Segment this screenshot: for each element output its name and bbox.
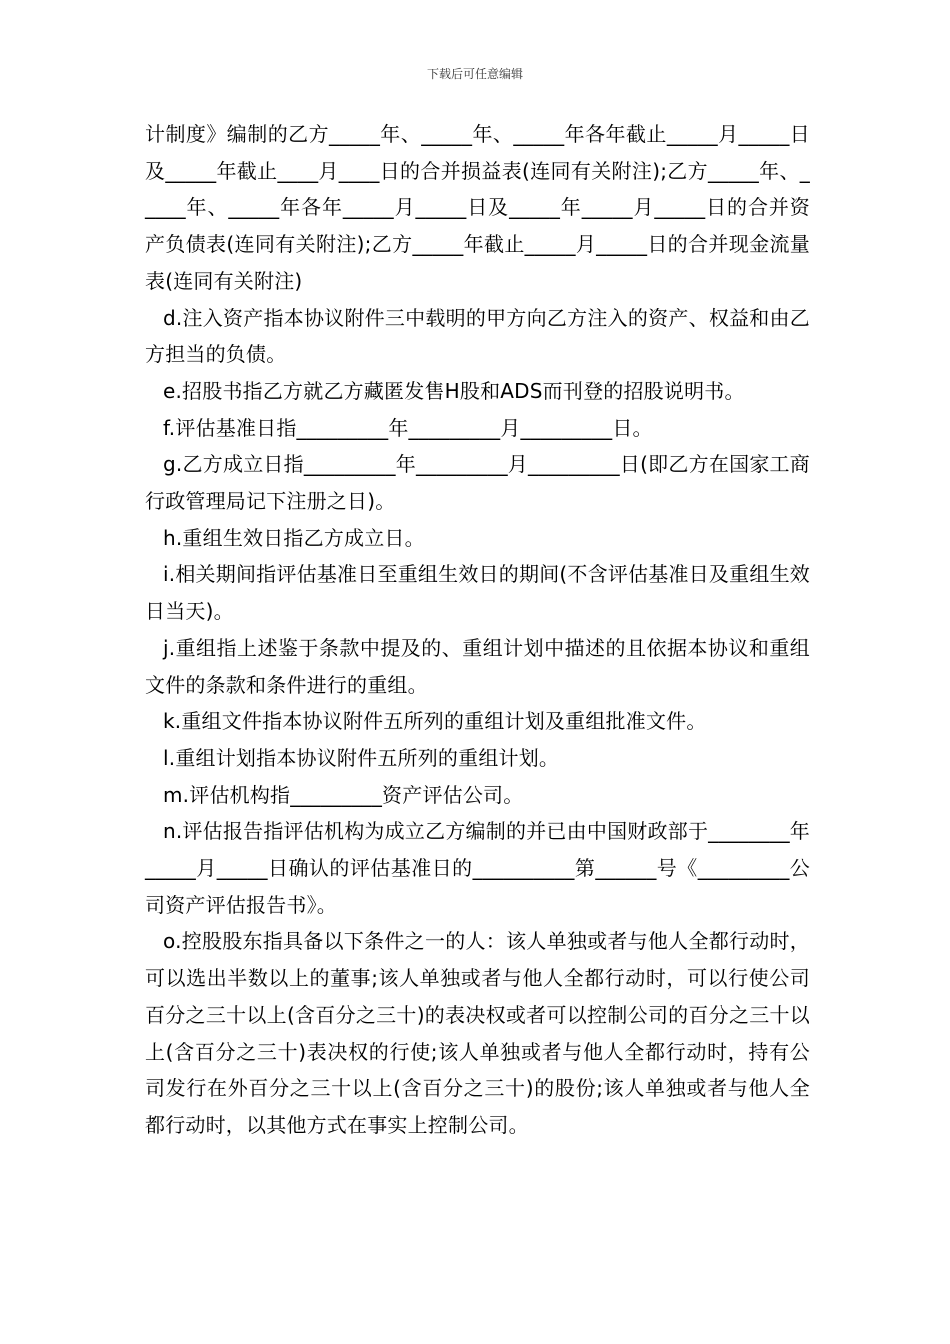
paragraph-h: h.重组生效日指乙方成立日。 <box>163 525 425 550</box>
paragraph-l: l.重组计划指本协议附件五所列的重组计划。 <box>163 745 560 770</box>
paragraph-i: i.相关期间指评估基准日至重组生效日的期间(不含评估基准日及重组生效日当天)。 <box>145 562 810 624</box>
paragraph-j: j.重组指上述鉴于条款中提及的、重组计划中描述的且依据本协议和重组文件的条款和条件进行的重组。 <box>145 635 810 697</box>
paragraph-d: d.注入资产指本协议附件三中载明的甲方向乙方注入的资产、权益和由乙方担当的负债。 <box>145 305 810 367</box>
paragraph-o: o.控股股东指具备以下条件之一的人：该人单独或者与他人全都行动时，可以选出半数以上的董事;该人单独或者与他人全都行动时，可以行使公司百分之三十以上(含百分之三十)的表决权或者可以控制公司的百分之三十以上(含百分之三十)表决权的行使;该人单独或者与他人全都行动时，持有公司发行在外百分之三十以上(含百分之三十)的股份;该人单独或者与他人全都行动时，以其他方式在事实上控制公司。 <box>145 929 810 1137</box>
paragraph-m: m.评估机构指_________资产评估公司。 <box>163 782 524 807</box>
paragraph-c-continued: 计制度》编制的乙方_____年、_____年、_____年各年截止_____月_____日及_____年截止____月____日的合并损益表(连同有关附注);乙方_____年、_____年、_____年各年_____月_____日及_____年_____月_____日的合并资产负债表(连同有关附注);乙方_____年截止_____月_____日的合并现金流量表(连同有关附注) <box>145 122 810 293</box>
paragraph-e: e.招股书指乙方就乙方藏匿发售H股和ADS而刊登的招股说明书。 <box>163 378 745 403</box>
document-body <box>145 116 810 1144</box>
paragraph-f: f.评估基准日指_________年_________月_________日。 <box>163 415 653 440</box>
page-header: 下载后可任意编辑 <box>426 67 523 81</box>
paragraph-g: g.乙方成立日指_________年_________月_________日(即乙方在国家工商行政管理局记下注册之日)。 <box>145 452 810 514</box>
paragraph-n: n.评估报告指评估机构为成立乙方编制的并已由中国财政部于________年_____月_____日确认的评估基准日的__________第______号《_________公司资产评估报告书》。 <box>145 819 810 917</box>
paragraph-k: k.重组文件指本协议附件五所列的重组计划及重组批准文件。 <box>163 709 707 734</box>
